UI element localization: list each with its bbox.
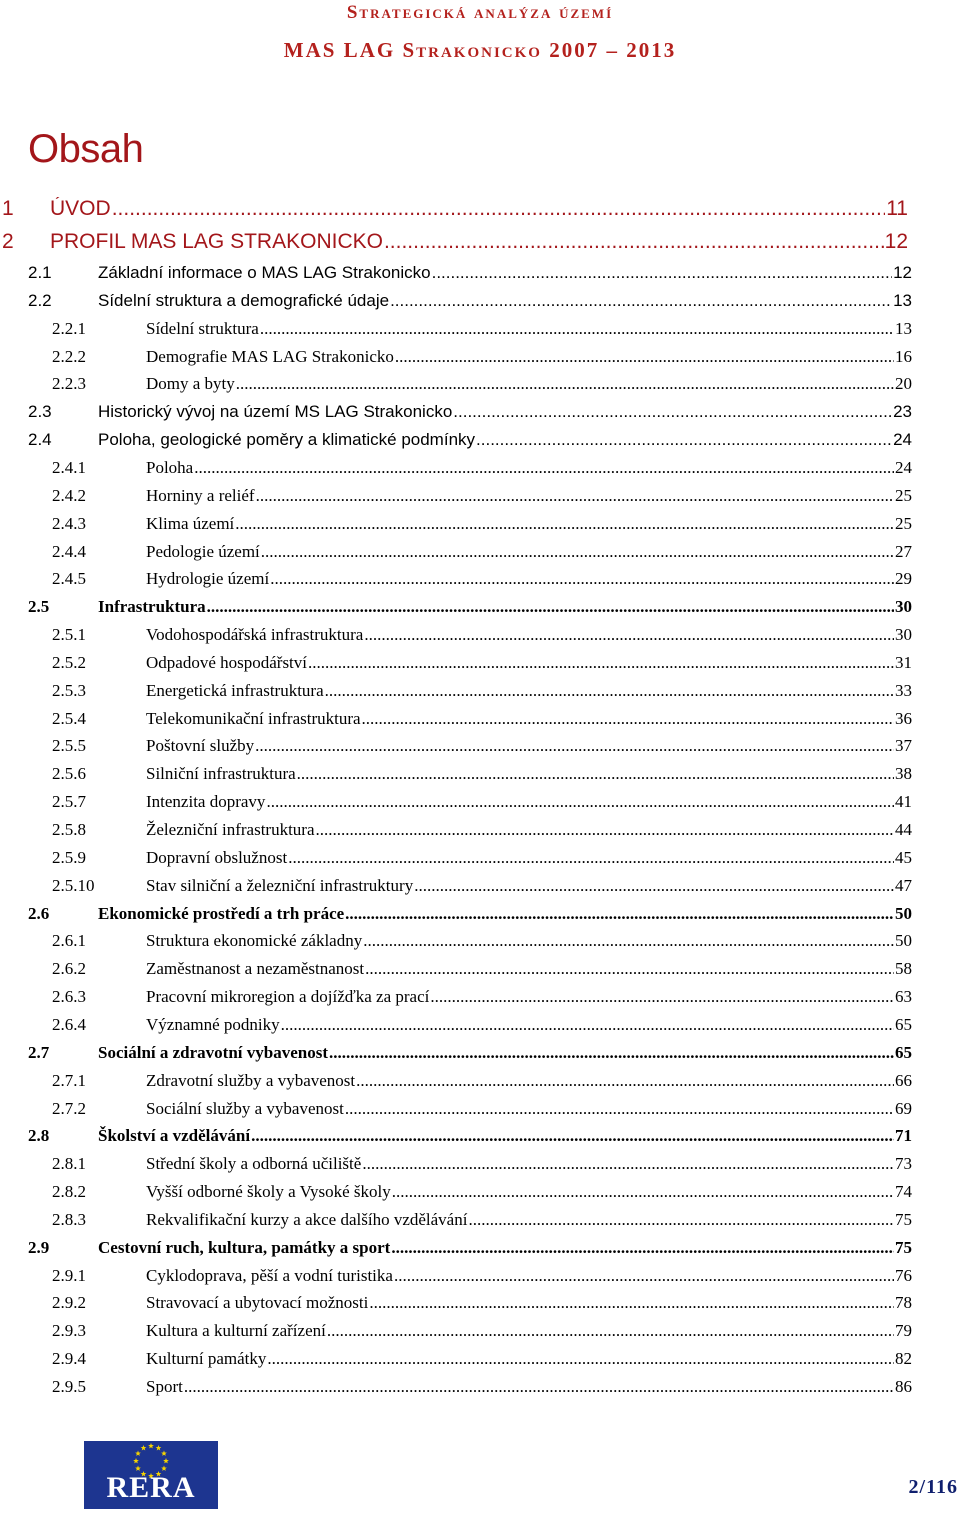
eu-star-icon <box>135 1451 141 1456</box>
toc-leader-dots <box>345 1099 894 1119</box>
toc-leader-dots <box>384 230 884 254</box>
toc-label: Telekomunikační infrastruktura <box>146 708 361 728</box>
toc-page-number: 50 <box>895 903 912 923</box>
eu-star-icon <box>133 1458 139 1463</box>
toc-page-number: 66 <box>895 1070 912 1090</box>
toc-entry[interactable] <box>0 486 960 512</box>
toc-entry-line <box>146 1154 912 1174</box>
toc-number: 2.2 <box>28 290 52 310</box>
toc-entry-line <box>146 1182 912 1202</box>
toc-entry[interactable] <box>0 709 960 735</box>
toc-leader-dots <box>329 1043 894 1063</box>
toc-entry-line <box>98 263 912 283</box>
toc-entry[interactable] <box>0 959 960 985</box>
toc-entry[interactable] <box>0 1071 960 1097</box>
toc-entry[interactable] <box>0 1182 960 1208</box>
toc-page-number: 41 <box>895 792 912 812</box>
toc-number: 2.9.3 <box>52 1321 86 1341</box>
toc-entry-line <box>146 653 912 673</box>
eu-star-icon <box>148 1443 154 1448</box>
toc-entry[interactable] <box>0 820 960 846</box>
toc-label: Pedologie území <box>146 541 260 561</box>
toc-number: 2.5.1 <box>52 625 86 645</box>
toc-label: Kultura a kulturní zařízení <box>146 1321 326 1341</box>
toc-entry[interactable] <box>0 764 960 790</box>
toc-number: 2.9.5 <box>52 1377 86 1396</box>
header-line-2 <box>0 38 960 63</box>
toc-entry[interactable] <box>0 792 960 818</box>
toc-page-number: 12 <box>893 263 912 282</box>
toc-leader-dots <box>236 374 894 394</box>
toc-entry[interactable] <box>0 1154 960 1180</box>
toc-leader-dots <box>345 904 894 924</box>
page-title: Obsah <box>28 127 144 171</box>
toc-entry-line <box>146 931 912 951</box>
toc-number: 2.8 <box>28 1126 50 1146</box>
toc-entry-line <box>146 987 912 1007</box>
toc-entry[interactable] <box>0 1099 960 1125</box>
eu-star-icon <box>161 1451 167 1456</box>
toc-page-number: 37 <box>895 736 912 756</box>
toc-label: Sociální služby a vybavenost <box>146 1098 344 1118</box>
toc-page-number: 25 <box>895 513 912 533</box>
toc-number: 2.4 <box>28 430 52 450</box>
toc-leader-dots <box>468 1210 894 1230</box>
toc-leader-dots <box>430 987 894 1007</box>
toc-leader-dots <box>261 542 894 562</box>
toc-leader-dots <box>414 876 894 896</box>
toc-number: 2.8.3 <box>52 1209 86 1229</box>
toc-leader-dots <box>327 1321 894 1341</box>
toc-entry[interactable] <box>0 625 960 651</box>
header-line-1 <box>0 2 960 24</box>
toc-entry-line <box>146 1210 912 1230</box>
toc-leader-dots <box>281 1015 894 1035</box>
toc-number: 2.7 <box>28 1042 50 1062</box>
toc-number: 2.2.1 <box>52 318 86 338</box>
toc-label: Historický vývoj na území MS LAG Strakonicko <box>98 402 453 422</box>
toc-number: 2.5.2 <box>52 652 86 672</box>
toc-number: 1 <box>2 197 14 220</box>
toc-page-number: 44 <box>895 820 912 839</box>
toc-entry-line <box>146 319 912 339</box>
toc-leader-dots <box>391 1238 894 1258</box>
toc-page-number: 31 <box>895 652 912 672</box>
toc-entry-line <box>146 876 912 896</box>
toc-label: ÚVOD <box>50 197 111 220</box>
toc-label: Cyklodoprava, pěší a vodní turistika <box>146 1265 393 1285</box>
toc-entry-line <box>146 764 912 784</box>
toc-page-number: 50 <box>895 931 912 951</box>
toc-entry-line <box>146 458 912 478</box>
toc-number: 2.6 <box>28 903 50 923</box>
toc-label: Silniční infrastruktura <box>146 764 296 784</box>
toc-leader-dots <box>476 430 892 450</box>
toc-page-number: 47 <box>895 875 912 895</box>
toc-page-number: 78 <box>895 1293 912 1313</box>
toc-label: Vyšší odborné školy a Vysoké školy <box>146 1182 391 1202</box>
toc-number: 2.6.2 <box>52 959 86 979</box>
toc-leader-dots <box>362 709 894 729</box>
toc-entry[interactable] <box>0 653 960 679</box>
toc-number: 2.7.2 <box>52 1098 86 1118</box>
toc-number: 2.5.9 <box>52 847 86 867</box>
toc-label: Hydrologie území <box>146 569 270 589</box>
toc-label: Sport <box>146 1377 183 1396</box>
toc-leader-dots <box>267 1349 894 1369</box>
toc-entry[interactable] <box>0 542 960 568</box>
toc-leader-dots <box>316 820 894 840</box>
toc-label: Stravovací a ubytovací možnosti <box>146 1293 369 1313</box>
toc-number: 2.5.4 <box>52 708 86 728</box>
toc-entry-line <box>146 1099 912 1119</box>
toc-label: Vodohospodářská infrastruktura <box>146 625 364 645</box>
toc-page-number: 69 <box>895 1098 912 1118</box>
toc-entry-line <box>146 514 912 534</box>
toc-number: 2.3 <box>28 402 52 422</box>
toc-label: Rekvalifikační kurzy a akce dalšího vzdělávání <box>146 1209 468 1229</box>
toc-entry[interactable] <box>0 681 960 707</box>
toc-number: 2.6.1 <box>52 931 86 951</box>
toc-label: Struktura ekonomické základny <box>146 931 363 951</box>
toc-leader-dots <box>112 197 886 221</box>
toc-page-number: 25 <box>895 485 912 505</box>
toc-page-number: 30 <box>895 625 912 645</box>
toc-entry-line <box>146 1377 912 1397</box>
toc-page-number: 75 <box>895 1237 912 1257</box>
toc-number: 2.9.4 <box>52 1349 86 1369</box>
toc-entry-line <box>146 820 912 840</box>
toc-entry[interactable] <box>0 319 960 345</box>
toc-entry-line <box>50 230 908 254</box>
toc-page-number: 24 <box>895 457 912 477</box>
toc-label: Zdravotní služby a vybavenost <box>146 1070 356 1090</box>
toc-number: 2 <box>2 230 14 253</box>
toc-label: Infrastruktura <box>98 597 206 617</box>
toc-leader-dots <box>270 569 894 589</box>
toc-number: 2.5.8 <box>52 820 86 839</box>
toc-leader-dots <box>432 263 892 283</box>
toc-page-number: 33 <box>895 680 912 700</box>
toc-label: Demografie MAS LAG Strakonicko <box>146 346 394 366</box>
toc-entry[interactable] <box>0 597 960 623</box>
toc-label: Cestovní ruch, kultura, památky a sport <box>98 1237 391 1257</box>
toc-leader-dots <box>297 764 894 784</box>
toc-number: 2.5 <box>28 597 50 617</box>
toc-leader-dots <box>207 597 894 617</box>
toc-entry-line <box>146 1071 912 1091</box>
toc-label: Střední školy a odborná učiliště <box>146 1154 362 1174</box>
toc-page-number: 29 <box>895 569 912 589</box>
toc-page-number: 65 <box>895 1014 912 1034</box>
toc-label: Ekonomické prostředí a trh práce <box>98 903 345 923</box>
toc-number: 2.2.3 <box>52 374 86 394</box>
toc-page-number: 65 <box>895 1042 912 1062</box>
toc-entry[interactable] <box>0 374 960 400</box>
toc-entry[interactable] <box>0 347 960 373</box>
toc-number: 2.6.3 <box>52 987 86 1007</box>
toc-page-number: 16 <box>895 346 912 366</box>
toc-entry[interactable] <box>0 1321 960 1347</box>
toc-leader-dots <box>235 514 894 534</box>
toc-number: 2.5.10 <box>52 875 95 895</box>
toc-entry[interactable] <box>0 1377 960 1403</box>
toc-leader-dots <box>251 1126 894 1146</box>
toc-number: 2.4.1 <box>52 457 86 477</box>
toc-label: Odpadové hospodářství <box>146 652 308 672</box>
toc-label: Energetická infrastruktura <box>146 680 324 700</box>
toc-number: 2.5.3 <box>52 680 86 700</box>
toc-page-number: 12 <box>884 230 908 253</box>
toc-leader-dots <box>288 848 894 868</box>
eu-star-icon <box>156 1445 162 1450</box>
toc-entry[interactable] <box>0 1293 960 1319</box>
toc-page-number: 79 <box>895 1321 912 1341</box>
toc-leader-dots <box>356 1071 894 1091</box>
toc-entry[interactable] <box>0 197 960 223</box>
toc-number: 2.4.5 <box>52 569 86 589</box>
toc-label: Intenzita dopravy <box>146 792 266 812</box>
toc-number: 2.4.3 <box>52 513 86 533</box>
page-indicator: 2/116 <box>908 1476 958 1498</box>
toc-page-number: 86 <box>895 1377 912 1396</box>
toc-entry-line <box>98 597 912 617</box>
toc-leader-dots <box>365 959 894 979</box>
toc-page-number: 27 <box>895 541 912 561</box>
toc-number: 2.6.4 <box>52 1014 86 1034</box>
toc-entry[interactable] <box>0 569 960 595</box>
toc-label: Zaměstnanost a nezaměstnanost <box>146 959 365 979</box>
toc-page-number: 24 <box>893 430 912 450</box>
toc-entry-line <box>98 291 912 311</box>
toc-leader-dots <box>266 792 894 812</box>
toc-leader-dots <box>256 486 894 506</box>
toc-page-number: 36 <box>895 708 912 728</box>
toc-page-number: 76 <box>895 1265 912 1285</box>
toc-entry[interactable] <box>0 230 960 256</box>
toc-entry[interactable] <box>0 291 960 317</box>
toc-entry[interactable] <box>0 430 960 456</box>
toc-page-number: 20 <box>895 374 912 394</box>
toc-entry-line <box>146 1293 912 1313</box>
toc-label: Poloha <box>146 457 194 477</box>
toc-number: 2.5.6 <box>52 764 86 784</box>
toc-page-number: 23 <box>893 402 912 422</box>
toc-entry-line <box>146 542 912 562</box>
toc-entry-line <box>146 959 912 979</box>
toc-page-number: 38 <box>895 764 912 784</box>
toc-entry-line <box>50 197 908 221</box>
toc-entry[interactable] <box>0 1015 960 1041</box>
toc-label: Poloha, geologické poměry a klimatické podmínky <box>98 430 476 450</box>
toc-entry[interactable] <box>0 987 960 1013</box>
toc-leader-dots <box>194 458 894 478</box>
toc-entry-line <box>146 792 912 812</box>
toc-entry[interactable] <box>0 402 960 428</box>
toc-leader-dots <box>369 1293 894 1313</box>
toc-number: 2.2.2 <box>52 346 86 366</box>
toc-leader-dots <box>184 1377 894 1397</box>
toc-entry-line <box>146 709 912 729</box>
toc-page-number: 82 <box>895 1349 912 1369</box>
toc-entry[interactable] <box>0 1238 960 1264</box>
toc-label: Klima území <box>146 513 235 533</box>
toc-entry[interactable] <box>0 904 960 930</box>
toc-label: Sociální a zdravotní vybavenost <box>98 1042 328 1062</box>
toc-label: Kulturní památky <box>146 1349 267 1369</box>
toc-leader-dots <box>325 681 894 701</box>
toc-entry[interactable] <box>0 736 960 762</box>
toc-entry[interactable] <box>0 1210 960 1236</box>
toc-number: 2.9.2 <box>52 1293 86 1313</box>
toc-leader-dots <box>364 625 894 645</box>
toc-number: 2.1 <box>28 263 52 282</box>
toc-label: Sídelní struktura <box>146 318 259 338</box>
toc-leader-dots <box>260 319 894 339</box>
toc-entry-line <box>98 430 912 450</box>
toc-number: 2.4.2 <box>52 485 86 505</box>
toc-entry[interactable] <box>0 876 960 902</box>
toc-leader-dots <box>453 402 892 422</box>
toc-number: 2.9 <box>28 1237 50 1257</box>
toc-page-number: 75 <box>895 1209 912 1229</box>
toc-number: 2.5.5 <box>52 736 86 756</box>
toc-entry-line <box>98 1238 912 1258</box>
header-title: Strategická analýza území <box>346 2 614 23</box>
toc-number: 2.9.1 <box>52 1265 86 1285</box>
toc-leader-dots <box>255 736 894 756</box>
toc-entry-line <box>146 1349 912 1369</box>
toc-entry-line <box>98 1043 912 1063</box>
toc-leader-dots <box>392 1182 894 1202</box>
toc-entry[interactable] <box>0 514 960 540</box>
toc-entry-line <box>98 904 912 924</box>
toc-entry-line <box>146 1015 912 1035</box>
eu-star-icon <box>163 1458 169 1463</box>
toc-entry[interactable] <box>0 931 960 957</box>
toc-number: 2.8.1 <box>52 1154 86 1174</box>
toc-page-number: 74 <box>895 1182 912 1202</box>
toc-page-number: 45 <box>895 847 912 867</box>
toc-entry[interactable] <box>0 1266 960 1292</box>
toc-entry[interactable] <box>0 263 960 289</box>
toc-entry-line <box>146 736 912 756</box>
toc-entry-line <box>98 1126 912 1146</box>
toc-page-number: 30 <box>895 597 912 617</box>
toc-entry[interactable] <box>0 458 960 484</box>
toc-page-number: 11 <box>886 197 908 220</box>
logo-text: RERA <box>106 1471 196 1504</box>
toc-leader-dots <box>394 1266 894 1286</box>
toc-entry-line <box>146 347 912 367</box>
toc-entry-line <box>98 402 912 422</box>
toc-number: 2.4.4 <box>52 541 86 561</box>
toc-entry-line <box>146 848 912 868</box>
toc-label: PROFIL MAS LAG STRAKONICKO <box>50 230 383 253</box>
toc-leader-dots <box>395 347 894 367</box>
toc-entry-line <box>146 486 912 506</box>
toc-page-number: 63 <box>895 987 912 1007</box>
rera-logo <box>84 1441 218 1509</box>
toc-number: 2.7.1 <box>52 1070 86 1090</box>
toc-number: 2.5.7 <box>52 792 86 812</box>
toc-label: Pracovní mikroregion a dojížďka za prací <box>146 987 430 1007</box>
toc-entry-line <box>146 374 912 394</box>
toc-label: Sídelní struktura a demografické údaje <box>98 290 390 310</box>
toc-page-number: 73 <box>895 1154 912 1174</box>
toc-label: Domy a byty <box>146 374 235 394</box>
toc-label: Poštovní služby <box>146 736 255 756</box>
toc-entry-line <box>146 1266 912 1286</box>
toc-label: Horniny a reliéf <box>146 485 255 505</box>
toc-label: Stav silniční a železniční infrastruktury <box>146 875 414 895</box>
toc-label: Základní informace o MAS LAG Strakonicko <box>98 263 431 282</box>
toc-leader-dots <box>390 291 892 311</box>
toc-page-number: 71 <box>895 1126 912 1146</box>
eu-star-icon <box>141 1445 147 1450</box>
header-subtitle: MAS LAG Strakonicko 2007 – 2013 <box>283 38 677 62</box>
toc-leader-dots <box>363 931 894 951</box>
toc-label: Dopravní obslužnost <box>146 847 288 867</box>
toc-entry[interactable] <box>0 848 960 874</box>
toc-entry[interactable] <box>0 1043 960 1069</box>
toc-leader-dots <box>308 653 894 673</box>
toc-page-number: 58 <box>895 959 912 979</box>
toc-number: 2.8.2 <box>52 1182 86 1202</box>
toc-entry-line <box>146 625 912 645</box>
toc-entry-line <box>146 569 912 589</box>
toc-leader-dots <box>362 1154 894 1174</box>
toc-entry[interactable] <box>0 1349 960 1375</box>
toc-label: Školství a vzdělávání <box>98 1126 251 1146</box>
toc-entry-line <box>146 681 912 701</box>
toc-page-number: 13 <box>895 318 912 338</box>
toc-page-number: 13 <box>893 290 912 310</box>
toc-entry-line <box>146 1321 912 1341</box>
toc-label: Železniční infrastruktura <box>146 820 315 839</box>
toc-entry[interactable] <box>0 1126 960 1152</box>
toc-label: Významné podniky <box>146 1014 280 1034</box>
